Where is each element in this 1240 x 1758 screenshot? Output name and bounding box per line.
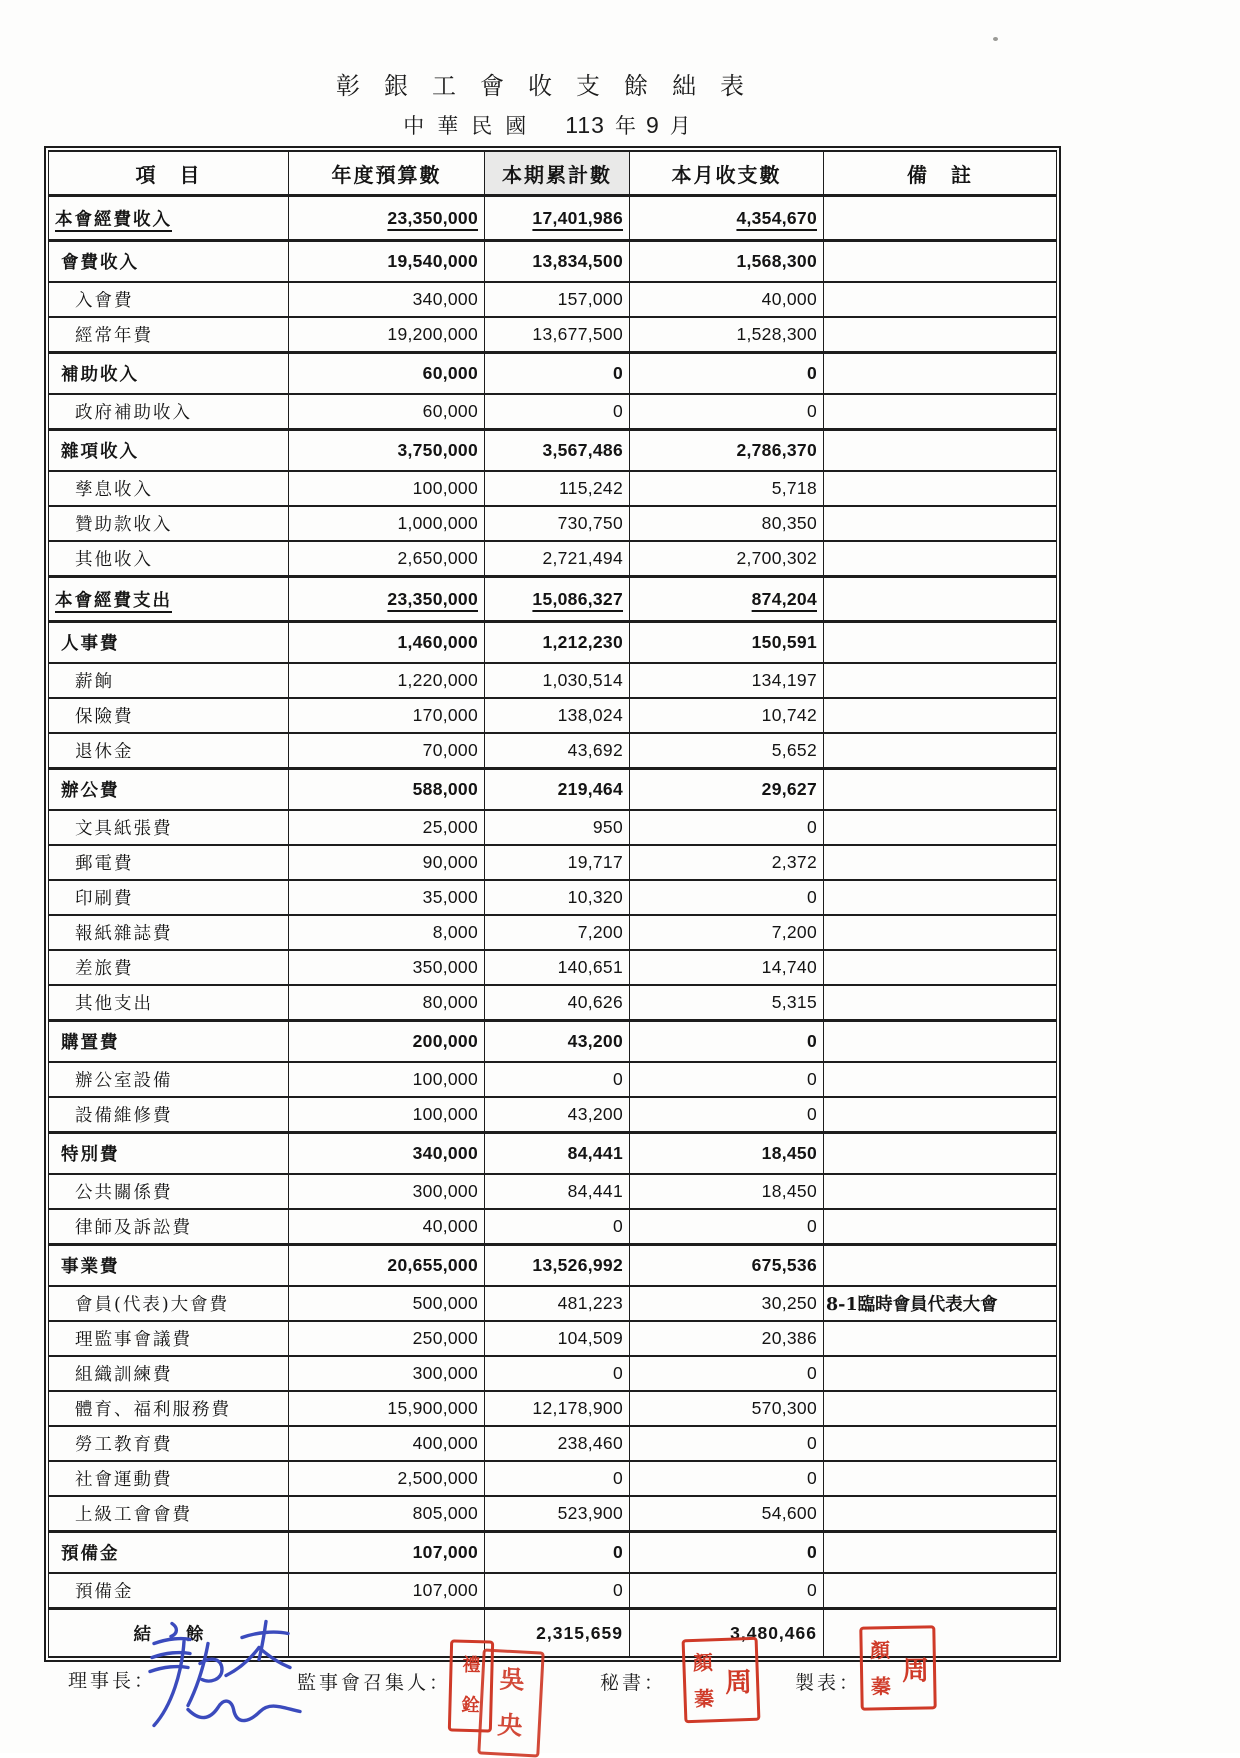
seal-char: 吳 — [498, 1664, 526, 1695]
period-accumulated-value: 40,626 — [567, 992, 623, 1012]
month-amount-value: 2,372 — [771, 852, 817, 872]
period-accumulated-value: 43,692 — [567, 740, 623, 760]
period-accumulated-value: 12,178,900 — [532, 1398, 623, 1418]
annual-budget-value: 90,000 — [422, 852, 478, 872]
item-label: 文具紙張費 — [75, 819, 173, 839]
item-label: 經常年費 — [75, 326, 153, 346]
annual-budget-value: 100,000 — [412, 1069, 478, 1089]
item-label: 人事費 — [61, 634, 120, 654]
item-label: 本會經費收入 — [55, 209, 172, 230]
table-row — [49, 915, 1057, 950]
month-amount-value: 0 — [806, 1468, 817, 1488]
table-row — [49, 1133, 1057, 1175]
table-row — [49, 430, 1057, 472]
table-row — [49, 353, 1057, 395]
annual-budget-value: 300,000 — [412, 1181, 478, 1201]
col-header-period-accumulated: 本期累計數 — [485, 151, 630, 196]
period-accumulated-value: 0 — [612, 401, 623, 421]
month-amount-value: 0 — [806, 1104, 817, 1124]
supervisor-convener-label: 監事會召集人： — [297, 1672, 452, 1694]
table-row — [49, 1356, 1057, 1391]
roc-year: 113 — [565, 112, 605, 138]
annual-budget-value: 100,000 — [412, 1104, 478, 1124]
month-amount-value: 675,536 — [751, 1255, 817, 1275]
month-amount-value: 874,204 — [751, 588, 817, 609]
annual-budget-value: 200,000 — [412, 1031, 478, 1051]
item-label: 特別費 — [61, 1145, 120, 1165]
item-label: 補助收入 — [61, 365, 139, 385]
period-accumulated-value: 15,086,327 — [532, 588, 623, 609]
table-row — [49, 506, 1057, 541]
annual-budget-value: 25,000 — [422, 817, 478, 837]
item-label: 組織訓練費 — [75, 1365, 173, 1385]
month-amount-value: 54,600 — [761, 1503, 817, 1523]
chairman-signature-handwriting — [138, 1612, 328, 1750]
table-row — [49, 394, 1057, 430]
item-label: 入會費 — [75, 291, 134, 311]
item-label: 贊助款收入 — [75, 515, 173, 535]
period-accumulated-value: 19,717 — [567, 852, 623, 872]
period-accumulated-value: 17,401,986 — [532, 207, 623, 228]
seal-char: 蓁 — [870, 1674, 892, 1699]
month-amount-value: 5,718 — [771, 478, 817, 498]
item-label: 差旅費 — [75, 959, 134, 979]
header-row — [49, 151, 1057, 196]
period-accumulated-value: 0 — [612, 1216, 623, 1236]
year-unit: 年 — [614, 114, 636, 138]
annual-budget-value: 340,000 — [412, 1143, 478, 1163]
annual-budget-value: 8,000 — [432, 922, 478, 942]
item-label: 公共關係費 — [75, 1183, 173, 1203]
item-label: 孳息收入 — [75, 480, 153, 500]
seal-char: 周 — [901, 1654, 930, 1687]
table-row — [49, 985, 1057, 1021]
table-row — [49, 1321, 1057, 1356]
month-amount-value: 4,354,670 — [736, 207, 817, 228]
period-accumulated-value: 43,200 — [567, 1031, 623, 1051]
month-amount-value: 3,480,466 — [730, 1622, 817, 1643]
period-accumulated-value: 3,567,486 — [542, 440, 623, 460]
item-label: 體育、福利服務費 — [75, 1400, 231, 1420]
table-row — [49, 1426, 1057, 1461]
seal-char: 央 — [496, 1710, 524, 1741]
period-accumulated-value: 730,750 — [557, 513, 623, 533]
month-amount-value: 80,350 — [761, 513, 817, 533]
annual-budget-value: 400,000 — [412, 1433, 478, 1453]
month-amount-value: 0 — [806, 1216, 817, 1236]
table-row — [49, 282, 1057, 317]
month-amount-value: 134,197 — [751, 670, 817, 690]
table-row — [49, 1286, 1057, 1321]
col-header-item: 項 目 — [49, 151, 289, 196]
period-accumulated-value: 950 — [592, 817, 623, 837]
month-amount-value: 10,742 — [761, 705, 817, 725]
item-label: 政府補助收入 — [75, 403, 192, 423]
item-label: 社會運動費 — [75, 1470, 173, 1490]
month-amount-value: 0 — [806, 1433, 817, 1453]
table-row — [49, 698, 1057, 733]
item-label: 購置費 — [61, 1033, 120, 1053]
table-row — [49, 1532, 1057, 1574]
period-accumulated-value: 0 — [612, 363, 623, 383]
seal-char: 顏 — [869, 1638, 891, 1663]
annual-budget-value: 588,000 — [412, 779, 478, 799]
month-amount-value: 0 — [806, 1542, 817, 1562]
seal-char: 顏 — [692, 1650, 714, 1675]
col-header-remarks: 備 註 — [824, 151, 1057, 196]
month-amount-value: 0 — [806, 401, 817, 421]
table-row — [49, 663, 1057, 698]
table-row — [49, 1573, 1057, 1609]
annual-budget-value: 350,000 — [412, 957, 478, 977]
period-accumulated-value: 84,441 — [567, 1143, 623, 1163]
period-accumulated-value: 0 — [612, 1363, 623, 1383]
annual-budget-value: 20,655,000 — [387, 1255, 478, 1275]
table-row — [49, 950, 1057, 985]
annual-budget-value: 23,350,000 — [387, 588, 478, 609]
period-accumulated-value: 238,460 — [557, 1433, 623, 1453]
month-number: 9 — [645, 112, 660, 138]
table-row — [49, 1062, 1057, 1097]
month-amount-value: 29,627 — [761, 779, 817, 799]
period-accumulated-value: 1,212,230 — [542, 632, 623, 652]
supervisor-seal-stamp-large — [477, 1648, 544, 1757]
period-accumulated-value: 13,834,500 — [532, 251, 623, 271]
annual-budget-value: 170,000 — [412, 705, 478, 725]
seal-char: 周 — [724, 1666, 753, 1699]
annual-budget-value: 100,000 — [412, 478, 478, 498]
item-label: 辦公室設備 — [75, 1071, 173, 1091]
item-label: 預備金 — [75, 1582, 134, 1602]
seal-char: 禮 — [462, 1655, 481, 1677]
item-label: 理監事會議費 — [75, 1330, 192, 1350]
month-amount-value: 2,786,370 — [736, 440, 817, 460]
page-subtitle — [0, 110, 1104, 140]
month-amount-value: 7,200 — [771, 922, 817, 942]
annual-budget-value: 23,350,000 — [387, 207, 478, 228]
table-row — [49, 196, 1057, 241]
item-label: 辦公費 — [61, 781, 120, 801]
annual-budget-value: 107,000 — [412, 1542, 478, 1562]
period-accumulated-value: 523,900 — [557, 1503, 623, 1523]
table-row — [49, 317, 1057, 353]
item-label: 薪餉 — [75, 672, 114, 692]
period-accumulated-value: 157,000 — [557, 289, 623, 309]
period-accumulated-value: 13,677,500 — [532, 324, 623, 344]
annual-budget-value: 3,750,000 — [397, 440, 478, 460]
period-accumulated-value: 1,030,514 — [542, 670, 623, 690]
annual-budget-value: 60,000 — [422, 363, 478, 383]
month-amount-value: 18,450 — [761, 1143, 817, 1163]
period-accumulated-value: 0 — [612, 1468, 623, 1488]
table-row — [49, 1496, 1057, 1532]
secretary-seal-stamp — [682, 1637, 761, 1724]
item-label: 會費收入 — [61, 253, 139, 273]
month-amount-value: 0 — [806, 363, 817, 383]
item-label: 保險費 — [75, 707, 134, 727]
period-accumulated-value: 7,200 — [577, 922, 623, 942]
period-accumulated-value: 2,315,659 — [536, 1622, 623, 1643]
item-label: 雜項收入 — [61, 442, 139, 462]
month-amount-value: 0 — [806, 1069, 817, 1089]
table-row — [49, 577, 1057, 622]
annual-budget-value: 2,650,000 — [397, 548, 478, 568]
table-row — [49, 845, 1057, 880]
month-amount-value: 570,300 — [751, 1398, 817, 1418]
month-amount-value: 2,700,302 — [736, 548, 817, 568]
table-row — [49, 541, 1057, 577]
annual-budget-value: 1,000,000 — [397, 513, 478, 533]
table-row — [49, 810, 1057, 845]
annual-budget-value: 19,540,000 — [387, 251, 478, 271]
item-label: 本會經費支出 — [55, 590, 172, 611]
period-accumulated-value: 2,721,494 — [542, 548, 623, 568]
preparer-seal-stamp — [859, 1625, 936, 1710]
item-label: 其他支出 — [75, 994, 153, 1014]
table-row — [49, 733, 1057, 769]
month-amount-value: 1,568,300 — [736, 251, 817, 271]
period-accumulated-value: 481,223 — [557, 1293, 623, 1313]
month-unit: 月 — [669, 114, 691, 138]
period-accumulated-value: 13,526,992 — [532, 1255, 623, 1275]
seal-char: 銓 — [461, 1694, 480, 1717]
month-amount-value: 0 — [806, 1031, 817, 1051]
month-amount-value: 0 — [806, 1363, 817, 1383]
period-accumulated-value: 0 — [612, 1069, 623, 1089]
chairman-label: 理事長： — [68, 1670, 157, 1692]
table-row — [49, 241, 1057, 283]
period-accumulated-value: 84,441 — [567, 1181, 623, 1201]
month-amount-value: 1,528,300 — [736, 324, 817, 344]
annual-budget-value: 60,000 — [422, 401, 478, 421]
item-label: 勞工教育費 — [75, 1435, 173, 1455]
statement-table — [48, 150, 1057, 1663]
month-amount-value: 40,000 — [761, 289, 817, 309]
period-accumulated-value: 140,651 — [557, 957, 623, 977]
item-label: 報紙雜誌費 — [75, 924, 173, 944]
table-row — [49, 471, 1057, 506]
annual-budget-value: 1,460,000 — [397, 632, 478, 652]
item-label: 會員(代表)大會費 — [75, 1295, 230, 1315]
annual-budget-value: 19,200,000 — [387, 324, 478, 344]
item-label: 郵電費 — [75, 854, 134, 874]
period-accumulated-value: 138,024 — [557, 705, 623, 725]
period-accumulated-value: 0 — [612, 1542, 623, 1562]
secretary-label: 秘書： — [600, 1672, 667, 1694]
month-amount-value: 18,450 — [761, 1181, 817, 1201]
annual-budget-value: 1,220,000 — [397, 670, 478, 690]
col-header-month-amount: 本月收支數 — [630, 151, 824, 196]
period-accumulated-value: 43,200 — [567, 1104, 623, 1124]
annual-budget-value: 107,000 — [412, 1580, 478, 1600]
table-row — [49, 880, 1057, 915]
month-amount-value: 0 — [806, 817, 817, 837]
preparer-label: 製表： — [795, 1672, 862, 1694]
item-label: 結 餘 — [133, 1624, 204, 1645]
table-row — [49, 1021, 1057, 1063]
table-row — [49, 1391, 1057, 1426]
item-label: 印刷費 — [75, 889, 134, 909]
annual-budget-value: 250,000 — [412, 1328, 478, 1348]
table-row — [49, 622, 1057, 664]
page-title: 彰銀工會收支餘絀表 — [336, 72, 768, 100]
period-accumulated-value: 115,242 — [558, 478, 623, 498]
item-label: 預備金 — [61, 1544, 120, 1564]
roc-era-label: 中華民國 — [403, 114, 540, 138]
annual-budget-value: 15,900,000 — [387, 1398, 478, 1418]
item-label: 上級工會會費 — [75, 1505, 192, 1525]
annual-budget-value: 70,000 — [422, 740, 478, 760]
table-row — [49, 1461, 1057, 1496]
remark-text: 8-1臨時會員代表大會 — [826, 1295, 998, 1315]
annual-budget-value: 500,000 — [412, 1293, 478, 1313]
period-accumulated-value: 104,509 — [557, 1328, 623, 1348]
item-label: 事業費 — [61, 1257, 120, 1277]
table-row — [49, 1097, 1057, 1133]
annual-budget-value: 300,000 — [412, 1363, 478, 1383]
item-label: 設備維修費 — [75, 1106, 173, 1126]
period-accumulated-value: 10,320 — [567, 887, 623, 907]
month-amount-value: 20,386 — [761, 1328, 817, 1348]
month-amount-value: 5,652 — [771, 740, 817, 760]
annual-budget-value: 35,000 — [422, 887, 478, 907]
annual-budget-value: 40,000 — [422, 1216, 478, 1236]
seal-char: 蓁 — [693, 1686, 715, 1711]
table-row — [49, 1245, 1057, 1287]
table-row — [49, 1174, 1057, 1209]
month-amount-value: 0 — [806, 887, 817, 907]
table-row — [49, 1209, 1057, 1245]
month-amount-value: 30,250 — [761, 1293, 817, 1313]
table-row — [49, 769, 1057, 811]
month-amount-value: 5,315 — [771, 992, 817, 1012]
period-accumulated-value: 0 — [612, 1580, 623, 1600]
col-header-annual-budget: 年度預算數 — [289, 151, 485, 196]
month-amount-value: 0 — [806, 1580, 817, 1600]
period-accumulated-value: 219,464 — [557, 779, 623, 799]
statement-table-frame — [44, 146, 1061, 1662]
month-amount-value: 150,591 — [751, 632, 817, 652]
annual-budget-value: 80,000 — [422, 992, 478, 1012]
annual-budget-value: 2,500,000 — [397, 1468, 478, 1488]
item-label: 退休金 — [75, 742, 134, 762]
scan-artifact-speck — [993, 37, 998, 41]
item-label: 其他收入 — [75, 550, 153, 570]
item-label: 律師及訴訟費 — [75, 1218, 192, 1238]
annual-budget-value: 805,000 — [412, 1503, 478, 1523]
annual-budget-value: 340,000 — [412, 289, 478, 309]
month-amount-value: 14,740 — [761, 957, 817, 977]
